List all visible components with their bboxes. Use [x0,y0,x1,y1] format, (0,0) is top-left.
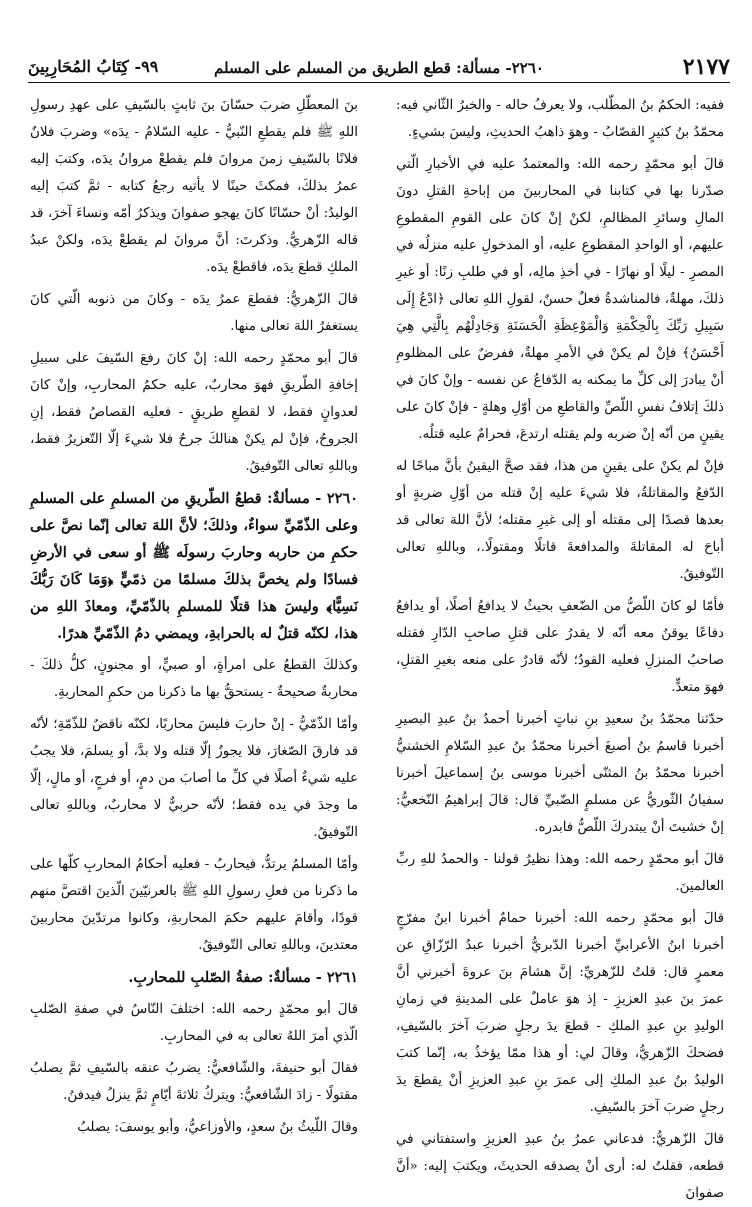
paragraph: وكذلكَ القطعُ على امرأةٍ، أو صبيٍّ، أو مجنونٍ، كلُّ ذلكَ - محاربةٌ صحيحةٌ - يستحقُّ بها ما ذكرنا من حكمِ المحاربةِ. [30,658,358,700]
section-heading-2261: ٢٢٦١ - مسألةٌ: صفةُ الصّلبِ للمحاربِ. [128,969,358,986]
right-column [396,92,724,1201]
section-heading-2260: ٢٢٦٠ - مسألةٌ: قطعُ الطّريقِ من المسلمِ على المسلمِ وعلى الذّمّيِّ سواءٌ، وذلكَ؛ لأنَّ اللهَ تعالى إنّما نصَّ على حكمِ من حاربه وحاربَ رسولَه ﷺ أو سعى في الأرضِ فسادًا ولم يخصَّ بذلكَ مسلمًا من ذمّيٍّ ﴿وَمَا كَانَ رَبُّكَ نَسِيًّا﴾ وليسَ هذا قتلًا للمسلمِ بالذّمّيِّ، ومعاذَ اللهِ من هذا، لكنّه قتلٌ له بالحرابةِ، ويمضي دمُ الذّمّيِّ هدرًا. [30,490,358,642]
left-column [30,92,358,1135]
paragraph: قالَ أبو محمّدٍ رحمه الله: أخبرنا حمامٌ أخبرنا ابنُ مفرّجٍ أخبرنا ابنُ الأعرابيِّ أخبرنا الدّبريُّ أخبرنا عبدُ الرّزّاقِ عن معمرٍ قال: قلتُ للزّهريِّ: إنَّ هشامَ بنَ عروةَ أخبرني أنَّ عمرَ بنَ عبدِ العزيزِ - إذ هوَ عاملٌ على المدينةِ في زمانِ الوليدِ بنِ عبدِ الملكِ - قطعَ يدَ رجلٍ ضربَ آخرَ بالسّيفِ، فضحكَ الزّهريُّ، وقالَ لي: أو هذا ممّا يؤخذُ به، إنّما كتبَ الوليدُ بنُ عبدِ الملكِ إلى عمرَ بنِ عبدِ العزيزِ أنْ يقطعَ يدَ رجلٍ ضربَ آخرَ بالسّيفِ. [396,911,724,1115]
paragraph: قالَ أبو محمّدٍ رحمه الله: إنْ كانَ رفعَ السّيفَ على سبيلِ إخافةِ الطّريقِ فهوَ محاربٌ، عليه حكمُ المحاربِ، وإنْ كانَ لعدوانٍ فقط، لا لقطعِ طريقٍ - فعليه القصاصُ فقط، إنِ الجروحُ، فإنْ لم يكنْ هنالكَ جرحٌ فلا شيءَ إلّا التّعزيرُ فقط، وباللهِ تعالى التّوفيقُ. [30,351,358,474]
paragraph: ففيه: الحكمُ بنُ المطّلب، ولا يعرفُ حاله - والخبرُ الثّاني فيه: محمّدُ بنُ كثيرٍ القصّابُ - وهوَ ذاهبُ الحديثِ، وليسَ بشيءٍ. [396,98,724,140]
paragraph: قالَ أبو محمّدٍ رحمه الله: اختلفَ النّاسُ في صفةِ الصّلبِ الّذي أمرَ اللهُ تعالى به في المحاربِ. [30,1002,358,1044]
paragraph: بنَ المعطّلِ ضربَ حسّانَ بنَ ثابتٍ بالسّيفِ على عهدِ رسولِ اللهِ ﷺ فلم يقطعِ النّبيُّ - عليه السّلامُ - يدَه» وضربَ فلانٌ فلانًا بالسّيفِ زمنَ مروانَ فلم يقطعْ مروانُ يدَه، وكتبَ إليه عمرُ بذلكَ، فمكثَ حينًا لا يأتيه رجعُ كتابه - ثمَّ كتبَ إليه الوليدُ: أنْ حسّانًا كانَ يهجو صفوانَ ويذكرُ أمّه ونساءَ آخرَ، قد قاله الزّهريُّ. وذكرتَ: أنَّ مروانَ لم يقطعْ يدَه، ولكنْ عبدُ الملكِ قطعَ يدَه، فاقطعْ يدَه. [30,98,358,275]
paragraph: حدّثنا محمّدُ بنُ سعيدِ بنِ نباتٍ أخبرنا أحمدُ بنُ عبدِ البصيرِ أخبرنا قاسمُ بنُ أصبغَ أخبرنا محمّدُ بنُ عبدِ السّلامِ الخشنيُّ أخبرنا محمّدُ بنُ المثنّى أخبرنا موسى بنُ إسماعيلَ أخبرنا سفيانُ الثّوريُّ عن مسلمٍ الضّبيِّ قال: قالَ إبراهيمُ النّخعيُّ: إنْ خشيتَ أنْ يبتدركَ اللّصُّ فابدره. [396,712,724,835]
paragraph: فأمّا لو كانَ اللّصُّ من الضّعفِ بحيثُ لا يدافعُ أصلًا، أو يدافعُ دفاعًا يوقنُ معه أنّه لا يقدرُ على قتلِ صاحبِ الدّارِ فقتله صاحبُ المنزلِ فعليه القودُ؛ لأنّه قادرٌ على منعه بغيرِ القتلِ، فهوَ متعدٍّ. [396,599,724,695]
book-title: ٩٩- كِتَابُ المُحَارِبِينَ [28,57,159,76]
paragraph: فإنْ لم يكنْ على يقينٍ من هذا، فقد صحَّ اليقينُ بأنَّ مباحًا له الدّفعُ والمقاتلةُ، فلا شيءَ عليه إنْ قتله من أوّلِ ضربةٍ أو بعدها قصدًا إلى مقتله أو إلى غيرِ مقتله؛ لأنَّ اللهَ تعالى قد أباحَ له المقاتلةَ والمدافعةَ قاتلًا ومقتولًا.، وباللهِ تعالى التّوفيقُ. [396,459,724,582]
paragraph: وأمّا المسلمُ يرتدُّ، فيحاربُ - فعليه أحكامُ المحاربِ كلّها على ما ذكرنا من فعلِ رسولِ اللهِ ﷺ بالعرنيّينَ الّذينَ اقتصَّ منهم قودًا، وأقامَ عليهم حكمَ المحاربةِ، وكانوا مرتدّينَ محاربينَ معتدينَ، وباللهِ تعالى التّوفيقُ. [30,857,358,953]
running-header [28,54,730,83]
running-title: ٢٢٦٠- مسألة: قطع الطريق من المسلم على المسلم [214,59,544,77]
paragraph: قالَ الزّهريُّ: فقطعَ عمرُ يدَه - وكانَ من ذنوبه الّتي كانَ يستغفرُ اللهَ تعالى منها. [30,292,358,334]
paragraph: قالَ أبو محمّدٍ رحمه الله: والمعتمدُ عليه في الأخبارِ الّتي صدّرنا بها في كتابنا في المحاربينَ من إباحةِ القتلِ دونَ المالِ وسائرِ المظالمِ، لكنْ إنْ كانَ على القومِ المقطوعِ عليهم، أو الواحدِ المقطوعِ عليه، أو المدخولِ عليه منزلُه في المصرِ - ليلًا أو نهارًا - في أخذِ مالِه، أو في طلبِ زنًا: أو غيرِ ذلكَ، مهلةٌ، فالمناشدةُ فعلٌ حسنٌ، لقولِ اللهِ تعالى ﴿ادْعُ إِلَى سَبِيلِ رَبِّكَ بِالْحِكْمَةِ وَالْمَوْعِظَةِ الْحَسَنَةِ وَجَادِلْهُم بِالَّتِي هِيَ أَحْسَنُ﴾ فإنْ لم يكنْ في الأمرِ مهلةٌ، ففرضٌ على المظلومِ أنْ يبادرَ إلى كلِّ ما يمكنه به الدّفاعُ عن نفسه - وإنْ كانَ في ذلكَ إتلافُ نفسِ اللّصِّ والقاطعِ من أوّلِ وهلةٍ - فإنْ كانَ على يقينٍ من أنّه إنْ ضربه ولم يقتله ارتدعَ، فحرامٌ عليه قتلُه. [396,157,724,442]
paragraph: وقالَ اللّيثُ بنُ سعدٍ، والأوزاعيُّ، وأبو يوسفَ: يصلبُ [77,1120,358,1135]
paragraph: فقالَ أبو حنيفةَ، والشّافعيُّ: يضربُ عنقه بالسّيفِ ثمَّ يصلبُ مقتولًا - زادَ الشّافعيُّ: ويتركُ ثلاثةَ أيّامٍ ثمَّ ينزلُ فيدفنُ. [30,1061,358,1103]
paragraph: قالَ الزّهريُّ: فدعاني عمرُ بنُ عبدِ العزيزِ واستفتاني في قطعه، فقلتُ له: أرى أنْ يصدقه الحديثَ، ويكتبَ إليه: «أنَّ صفوانَ [396,1132,724,1201]
paragraph: وأمّا الذّمّيُّ - إنْ حاربَ فليسَ محاربًا، لكنّه ناقضٌ للذّمّةِ؛ لأنّه قد فارقَ الصّغارَ، فلا يجوزُ إلّا قتله ولا بدَّ، أو يسلمَ، فلا يجبُ عليه شيءٌ أصلًا في كلِّ ما أصابَ من دمٍ، أو فرجٍ، أو مالٍ، إلّا ما وجدَ في يده فقط؛ لأنّه حربيٌّ لا محاربٌ، وباللهِ تعالى التّوفيقُ. [30,717,358,840]
page-number: ٢١٧٧ [682,54,730,80]
paragraph: قالَ أبو محمّدٍ رحمه الله: وهذا نظيرُ قولنا - والحمدُ للهِ ربِّ العالمينَ. [396,852,724,894]
